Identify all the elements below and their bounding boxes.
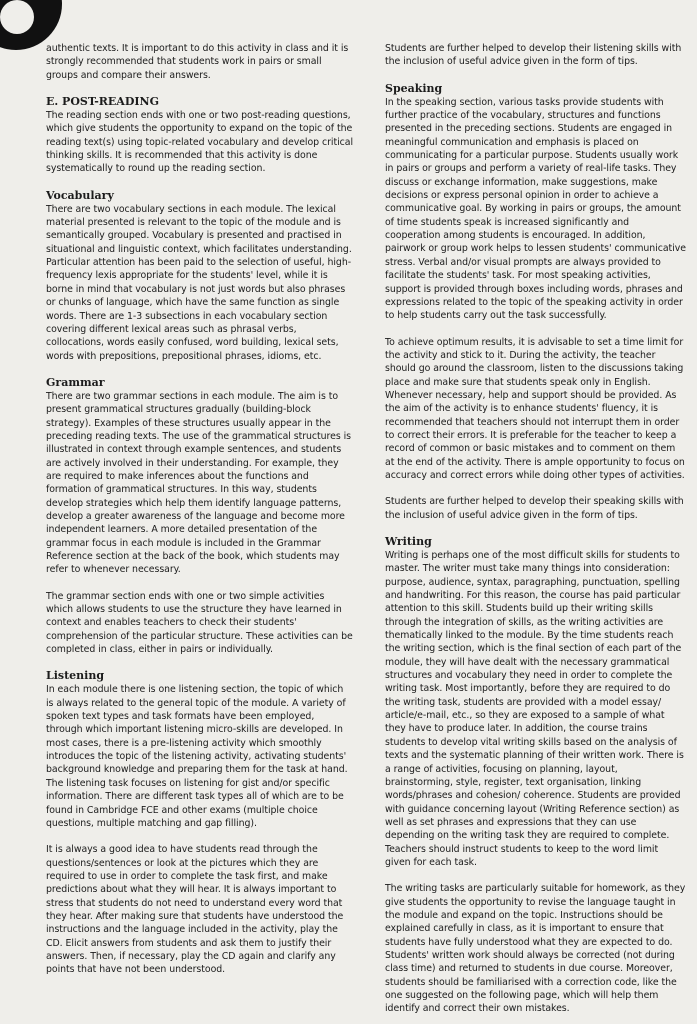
left-column bbox=[46, 42, 353, 977]
paragraph-grammar-2: The grammar section ends with one or two simple activities which allows students to use the structure they have learned in context and enables teachers to check their students' comprehension of the particular structure. These activities can be completed in class, either in pairs or individually. bbox=[46, 590, 353, 656]
heading-listening: Listening bbox=[46, 669, 105, 683]
paragraph-vocabulary: There are two vocabulary sections in each module. The lexical material presented is relevant to the topic of the module and is semantically grouped. Vocabulary is presented and practised in situational and linguistic context, which facilitates understanding. Particular attention has been paid to the selection of useful, high-frequency lexis appropriate for the students' level, while it is borne in mind that vocabulary is not just words but also phrases or chunks of language, which have the same function as single words. There are 1-3 subsections in each vocabulary section covering different lexical areas such as phrasal verbs, collocations, words easily confused, word building, lexical sets, words with prepositions, prepositional phrases, idioms, etc. bbox=[46, 203, 352, 362]
paragraph-listening-1: In each module there is one listening section, the topic of which is always related to the general topic of the module. A variety of spoken text types and task formats have been employed, through which important listening micro-skills are developed. In most cases, there is a pre-listening activity which smoothly introduces the topic of the listening activity, activating students' background knowledge and preparing them for the task at hand. The listening task focuses on listening for gist and/or specific information. There are different task types all of which are to be found in Cambridge FCE and other exams (multiple choice questions, multiple matching and gap filling). bbox=[46, 684, 348, 829]
heading-vocabulary: Vocabulary bbox=[46, 188, 114, 202]
paragraph-grammar-1: There are two grammar sections in each module. The aim is to present grammatical structures gradually (building-block strategy). Examples of these structures usually appear in the preceding reading texts. The use of the grammatical structures is illustrated in context through example sentences, and students are actively involved in their understanding. For example, they are required to make inferences about the functions and formation of grammatical structures. In this way, students develop strategies which help them identify language patterns, develop a greater awareness of the language and become more independent learners. A more detailed presentation of the grammar focus in each module is included in the Grammar Reference section at the back of the book, which students may refer to whenever necessary. bbox=[46, 390, 351, 576]
paragraph-speaking-1: In the speaking section, various tasks provide students with further practice of the vocabulary, structures and functions presented in the preceding sections. Students are engaged in meaningful communication and emphasis is placed on communicating for a particular purpose. Students usually work in pairs or groups and perform a variety of real-life tasks. They discuss or exchange information, make suggestions, make decisions or express personal opinion in order to achieve a communicative goal. By working in pairs or groups, the amount of time students speak is increased significantly and cooperation among students is encouraged. In addition, pairwork or group work helps to lessen students' communicative stress. Verbal and/or visual prompts are always provided to facilitate the students' task. For most speaking activities, support is provided through boxes including words, phrases and expressions related to the topic of the speaking activity in order to help students carry out the task successfully. bbox=[385, 96, 686, 322]
paragraph-speaking-tips: Students are further helped to develop their speaking skills with the inclusion of useful advice given in the form of tips. bbox=[385, 496, 684, 521]
paragraph-speaking-2: To achieve optimum results, it is advisable to set a time limit for the activity and stick to it. During the activity, the teacher should go around the classroom, listen to the discussions taking place and make sure that students speak only in English. Whenever necessary, help and support should be provided. As the aim of the activity is to enhance students' fluency, it is recommended that teachers should not interrupt them in order to correct their errors. It is preferable for the teacher to keep a record of common or basic mistakes and to comment on them at the end of the activity. There is ample opportunity to focus on accuracy and correct errors while doing other types of activities. bbox=[385, 336, 685, 481]
heading-grammar: Grammar bbox=[46, 375, 105, 389]
paragraph-listening-2: It is always a good idea to have students read through the questions/sentences or look at the pictures which they are required to use in order to complete the task first, and make predictions about what they will hear. It is always important to stress that students do not need to understand every word that they hear. After making sure that students have understood the instructions and the language included in the activity, play the CD. Elicit answers from students and ask them to justify their answers. Then, if necessary, play the CD again and clarify any points that have not been understood. bbox=[46, 844, 344, 976]
paragraph-post-reading: The reading section ends with one or two post-reading questions, which give students the opportunity to expand on the topic of the reading text(s) using topic-related vocabulary and develop critical thinking skills. It is recommended that this activity is done systematically to round up the reading section. bbox=[46, 110, 353, 175]
heading-writing: Writing bbox=[385, 535, 432, 548]
heading-post-reading: E. POST-READING bbox=[46, 95, 159, 109]
paragraph-writing-1: Writing is perhaps one of the most difficult skills for students to master. The writer must take many things into consideration: purpose, audience, syntax, paragraphing, punctuation, spelling and handwriting. For this reason, the course has paid particular attention to this skill. Students build up their writing skills through the integration of skills, as the writing activities are thematically linked to the module. By the time students reach the writing section, which is the final section of each part of the module, they will have dealt with the necessary grammatical structures and vocabulary they need in order to complete the writing task. Most importantly, before they are required to do the writing task, students are provided with a model essay/ article/e-mail, etc., so they are exposed to a sample of what they have to produce later. In addition, the course trains students to develop vital writing skills based on the analysis of texts and the systematic planning of their written work. There is a range of activities, focusing on planning, layout, brainstorming, style, register, text organisation, linking words/phrases and cohesion/ coherence. Students are provided with guidance concerning layout (Writing Reference section) as well as set phrases and expressions that they can use depending on the writing task they are required to complete. Teachers should instruct students to keep to the word limit given for each task. bbox=[385, 550, 684, 868]
paragraph-listening-tips: Students are further helped to develop their listening skills with the inclusion of useful advice given in the form of tips. bbox=[385, 43, 682, 68]
heading-speaking: Speaking bbox=[385, 81, 443, 95]
right-column bbox=[385, 42, 686, 1016]
paragraph-writing-2: The writing tasks are particularly suitable for homework, as they give students the opportunity to revise the language taught in the module and expand on the topic. Instructions should be explained carefully in class, as it is important to ensure that students have fully understood what they are expected to do. Students' written work should always be corrected (not during class time) and returned to students in due course. Moreover, students should be familiarised with a correction code, like the one suggested on the following page, which will help them identify and correct their own mistakes. bbox=[385, 883, 686, 1015]
paragraph-intro: authentic texts. It is important to do this activity in class and it is strongly recommended that students work in pairs or small groups and compare their answers. bbox=[46, 43, 349, 81]
